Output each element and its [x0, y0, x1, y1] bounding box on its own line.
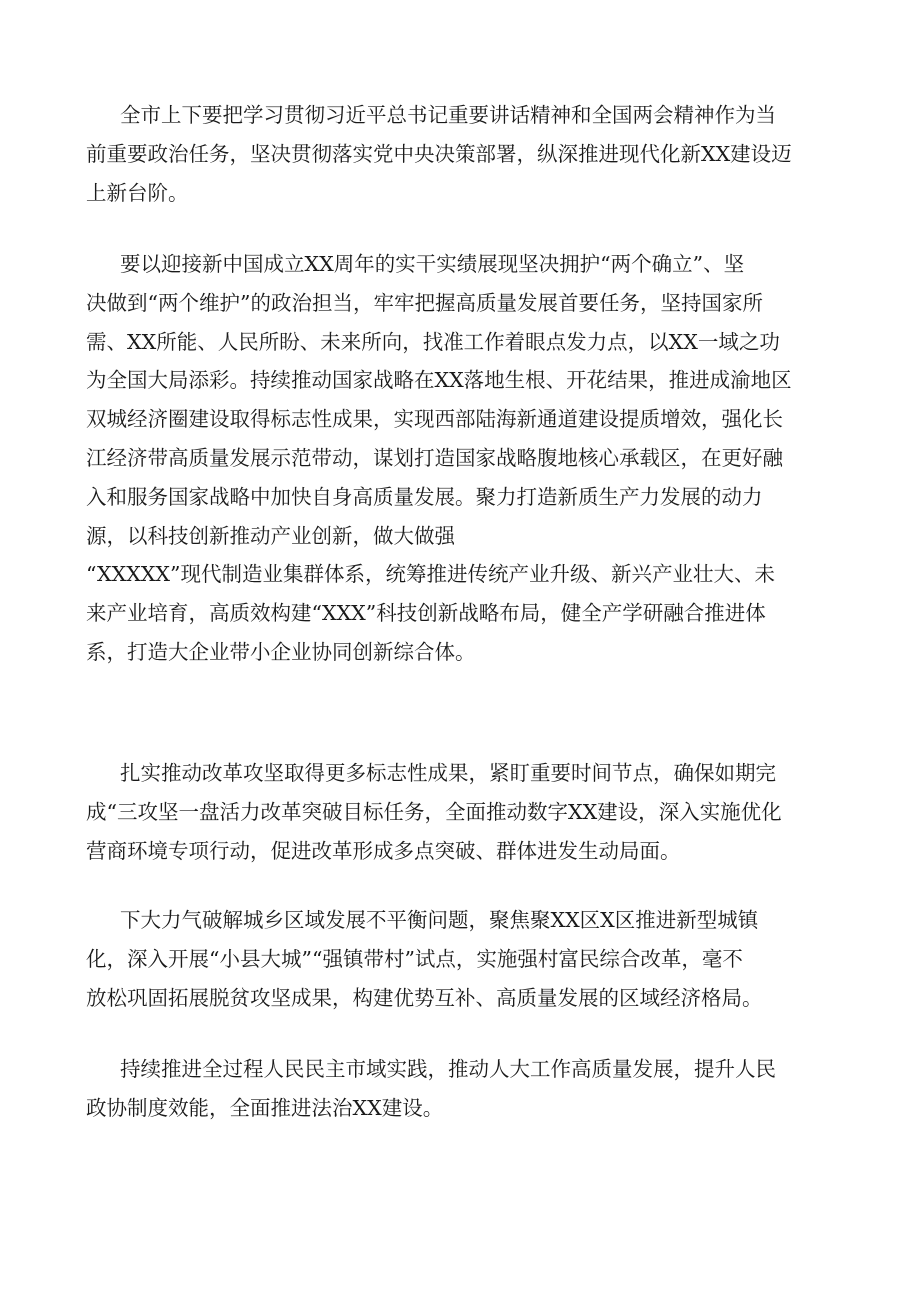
paragraph-4	[86, 901, 866, 1017]
paragraph-line: 为全国大局添彩。持续推动国家战略在XX落地生根、开花结果，推进成渝地区	[86, 368, 792, 393]
paragraph-line: 系，打造大企业带小企业协同创新综合体。	[86, 639, 476, 664]
paragraph-line: 政协制度效能，全面推进法治XX建设。	[86, 1095, 444, 1120]
paragraph-line: 源，以科技创新推动产业创新，做大做强	[86, 523, 455, 548]
paragraph-line: 化，深入开展“小县大城”“强镇带村”试点，实施强村富民综合改革，毫不	[86, 946, 743, 971]
paragraph-line: 入和服务国家战略中加快自身高质量发展。聚力打造新质生产力发展的动力	[86, 484, 763, 509]
paragraph-line: 需、XX所能、人民所盼、未来所向，找准工作着眼点发力点，以XX一域之功	[86, 329, 780, 354]
paragraph-line: 营商环境专项行动，促进改革形成多点突破、群体进发生动局面。	[86, 838, 681, 863]
paragraph-line: 江经济带高质量发展示范带动，谋划打造国家战略腹地核心承载区，在更好融	[86, 445, 783, 470]
paragraph-line: 扎实推动改革攻坚取得更多标志性成果，紧盯重要时间节点，确保如期完	[120, 761, 776, 785]
paragraph-line: “XXXXX”现代制造业集群体系，统筹推进传统产业升级、新兴产业壮大、未	[86, 562, 776, 587]
paragraph-line: 要以迎接新中国成立XX周年的实干实绩展现坚决拥护“两个确立”、坚	[120, 252, 745, 276]
paragraph-3	[86, 754, 866, 870]
paragraph-line: 放松巩固拓展脱贫攻坚成果，构建优势互补、高质量发展的区域经济格局。	[86, 985, 763, 1010]
paragraph-5	[86, 1050, 866, 1128]
paragraph-2	[86, 245, 866, 672]
paragraph-line: 双城经济圈建设取得标志性成果，实现西部陆海新通道建设提质增效，强化长	[86, 407, 783, 432]
paragraph-line: 决做到“两个维护”的政治担当，牢牢把握高质量发展首要任务，坚持国家所	[86, 290, 763, 315]
paragraph-line: 全市上下要把学习贯彻习近平总书记重要讲话精神和全国两会精神作为当	[120, 103, 776, 127]
paragraph-line: 下大力气破解城乡区域发展不平衡问题，聚焦聚XX区X区推进新型城镇	[120, 908, 759, 932]
paragraph-line: 前重要政治任务，坚决贯彻落实党中央决策部署，纵深推进现代化新XX建设迈	[86, 141, 792, 166]
paragraph-line: 持续推进全过程人民民主市域实践，推动人大工作高质量发展，提升人民	[120, 1057, 776, 1081]
paragraph-line: 来产业培育，高质效构建“XXX”科技创新战略布局，健全产学研融合推进体	[86, 601, 766, 626]
paragraph-1	[86, 96, 866, 212]
paragraph-line: 成“三攻坚一盘活力改革突破目标任务，全面推动数字XX建设，深入实施优化	[86, 799, 782, 824]
paragraph-line: 上新台阶。	[86, 180, 189, 205]
